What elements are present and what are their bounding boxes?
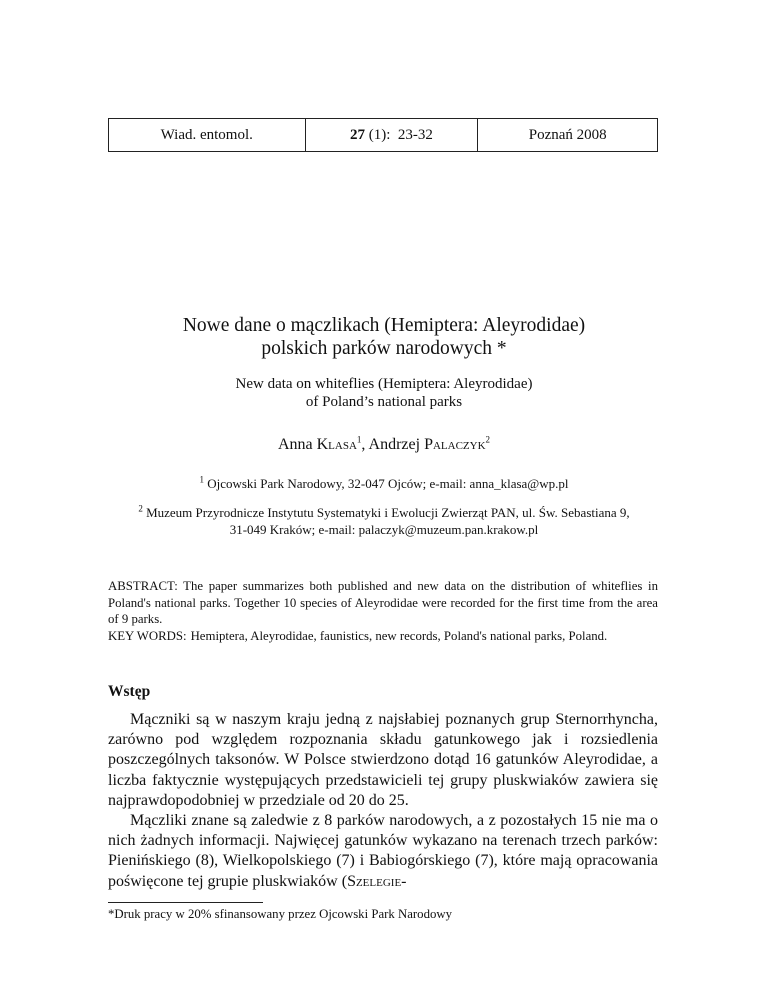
paragraph-2-citation: Szelegie- [347, 872, 407, 890]
journal-header-table [108, 118, 658, 152]
author-list [0, 436, 768, 454]
author-1-first: Anna [277, 436, 317, 453]
title-english-line-2: of Poland’s national parks [305, 394, 463, 410]
footnote-divider [108, 902, 263, 903]
title-polish [0, 314, 768, 360]
paragraph-2-text: Mączliki znane są zaledwie z 8 parków narodowych, a z pozostałych 15 nie ma o nich żadnych informacji. Najwięcej gatunków wykazano na terenach trzech parków: Pienińskiego (8), Wielkopolskiego (7) i Babiogórskiego (7), które mają opracowania poświęcone tej grupie pluskwiaków ( [108, 812, 658, 890]
affiliation-1-text: Ojcowski Park Narodowy, 32-047 Ojców; e-mail: anna_klasa@wp.pl [203, 476, 569, 491]
affiliation-2-sup: 2 [138, 503, 143, 514]
place-year: Poznań 2008 [478, 119, 658, 152]
author-2-last: Palaczyk [424, 436, 486, 453]
keywords-text: Hemiptera, Aleyrodidae, faunistics, new records, Poland's national parks, Poland. [190, 629, 608, 643]
title-polish-line-2: polskich parków narodowych * [261, 338, 507, 359]
title-polish-line-1: Nowe dane o mączlikach (Hemiptera: Aleyrodidae) [182, 315, 586, 336]
affiliation-1-sup: 1 [199, 474, 204, 485]
volume-number: 27 [350, 126, 365, 143]
footnote: *Druk pracy w 20% sfinansowany przez Ojcowski Park Narodowy [108, 907, 453, 921]
journal-name: Wiad. entomol. [109, 119, 306, 152]
affiliation-1 [0, 475, 768, 492]
title-english [0, 375, 768, 411]
affiliation-2-line-2: 31-049 Kraków; e-mail: palaczyk@muzeum.pan.krakow.pl [229, 522, 539, 537]
author-1-last: Klasa [316, 436, 357, 453]
title-english-line-1: New data on whiteflies (Hemiptera: Aleyrodidae) [235, 376, 533, 392]
volume-issue-pages [305, 119, 478, 152]
affiliation-2 [0, 504, 768, 538]
abstract: ABSTRACT: The paper summarizes both published and new data on the distribution of whiteflies in Poland's national parks. Together 10 species of Aleyrodidae were recorded for the first time from the area of 9 parks. [108, 579, 658, 626]
body-text [108, 710, 658, 892]
issue-pages: (1): 23-32 [365, 126, 433, 143]
affiliation-2-line-1: Muzeum Przyrodnicze Instytutu Systematyki i Ewolucji Zwierząt PAN, ul. Św. Sebastiana 9, [142, 505, 630, 520]
section-heading: Wstęp [108, 683, 151, 700]
author-2-sup: 2 [485, 434, 491, 445]
paragraph-1: Mączniki są w naszym kraju jedną z najsłabiej poznanych grup Sternorrhyncha, zarówno pod względem rozpoznania składu gatunkowego jak i rozsiedlenia poszczególnych taksonów. W Polsce stwierdzono dotąd 16 gatunków Aleyrodidae, a liczba faktycznie występujących przedstawicieli tej grupy pluskwiaków zawiera się najprawdopodobniej w przedziale od 20 do 25. [108, 711, 658, 809]
author-separator: , Andrzej [361, 436, 425, 453]
keywords [108, 628, 658, 645]
author-1-sup: 1 [356, 434, 362, 445]
paragraph-2 [108, 811, 658, 892]
keywords-label: KEY WORDS: [108, 629, 187, 643]
